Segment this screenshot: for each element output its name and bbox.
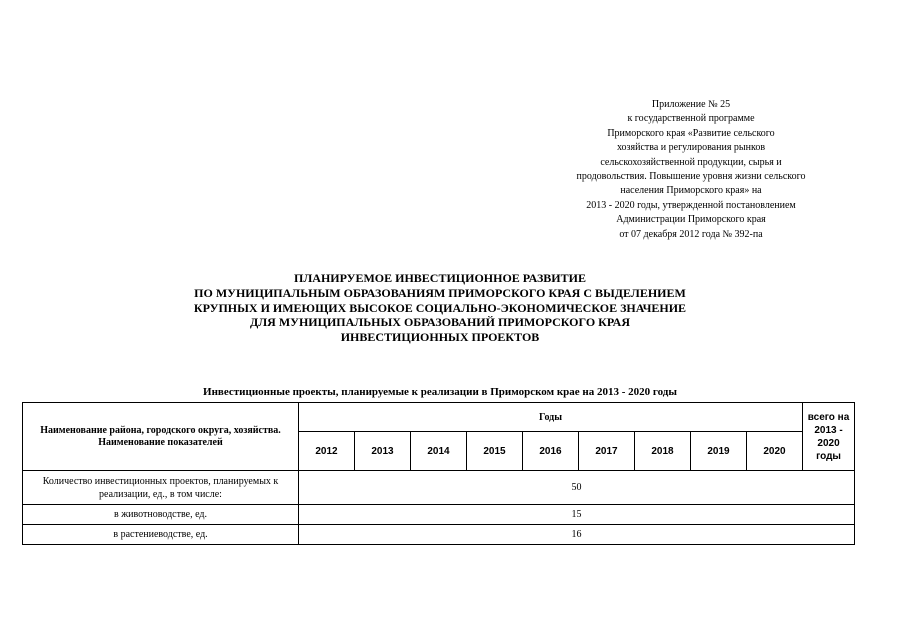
appendix-line: хозяйства и регулирования рынков: [616, 142, 766, 154]
title-line: КРУПНЫХ И ИМЕЮЩИХ ВЫСОКОЕ СОЦИАЛЬНО-ЭКОНОМИЧЕСКОЕ ЗНАЧЕНИЕ: [193, 300, 687, 315]
row-label: в животноводстве, ед.: [23, 505, 299, 525]
header-total-line: годы: [816, 450, 841, 462]
header-total-cell: [803, 403, 855, 471]
title-line: ПО МУНИЦИПАЛЬНЫМ ОБРАЗОВАНИЯМ ПРИМОРСКОГО КРАЯ С ВЫДЕЛЕНИЕМ: [194, 285, 686, 300]
appendix-line: Приложение № 25: [651, 99, 731, 110]
appendix-line: Приморского края «Развитие сельского: [607, 127, 775, 139]
appendix-line: продовольствия. Повышение уровня жизни сельского: [576, 171, 806, 183]
appendix-line: Администрации Приморского края: [616, 214, 766, 226]
year-cell: 2016: [523, 432, 579, 471]
header-name-cell: [23, 403, 299, 471]
header-row: [23, 403, 855, 432]
header-name-line: Наименование показателей: [98, 436, 223, 448]
header-name-line: Наименование района, городского округа, хозяйства.: [40, 424, 281, 436]
year-cell: 2017: [579, 432, 635, 471]
row-label-line: Количество инвестиционных проектов, планируемых к: [42, 475, 279, 487]
appendix-line: к государственной программе: [627, 113, 755, 125]
table-caption: Инвестиционные проекты, планируемые к реализации в Приморском крае на 2013 - 2020 годы: [203, 386, 677, 398]
document-title: [140, 271, 740, 345]
appendix-note: [556, 98, 826, 242]
year-cell: 2013: [355, 432, 411, 471]
row-value: 16: [299, 525, 855, 545]
table-row: [23, 471, 855, 505]
header-years-cell: Годы: [299, 403, 803, 432]
year-cell: 2020: [747, 432, 803, 471]
investment-table: [22, 402, 855, 545]
title-line: ИНВЕСТИЦИОННЫХ ПРОЕКТОВ: [340, 330, 540, 345]
header-total-line: всего на: [807, 411, 850, 423]
table-row: [23, 505, 855, 525]
appendix-line: населения Приморского края» на: [620, 185, 762, 197]
year-cell: 2015: [467, 432, 523, 471]
year-cell: 2014: [411, 432, 467, 471]
title-line: ПЛАНИРУЕМОЕ ИНВЕСТИЦИОННОЕ РАЗВИТИЕ: [294, 271, 586, 285]
table-row: [23, 525, 855, 545]
year-cell: 2019: [691, 432, 747, 471]
year-cell: 2018: [635, 432, 691, 471]
title-line: ДЛЯ МУНИЦИПАЛЬНЫХ ОБРАЗОВАНИЙ ПРИМОРСКОГО КРАЯ: [249, 315, 631, 330]
year-cell: 2012: [299, 432, 355, 471]
appendix-line: от 07 декабря 2012 года № 392-па: [619, 228, 763, 240]
row-value: 15: [299, 505, 855, 525]
appendix-line: сельскохозяйственной продукции, сырья и: [600, 156, 782, 168]
row-label-line: реализации, ед., в том числе:: [99, 488, 222, 500]
header-total-line: 2013 - 2020: [814, 424, 843, 449]
row-label: в растениеводстве, ед.: [23, 525, 299, 545]
appendix-line: 2013 - 2020 годы, утвержденной постановлением: [586, 199, 796, 211]
row-value: 50: [299, 471, 855, 505]
row-label: [23, 471, 299, 505]
